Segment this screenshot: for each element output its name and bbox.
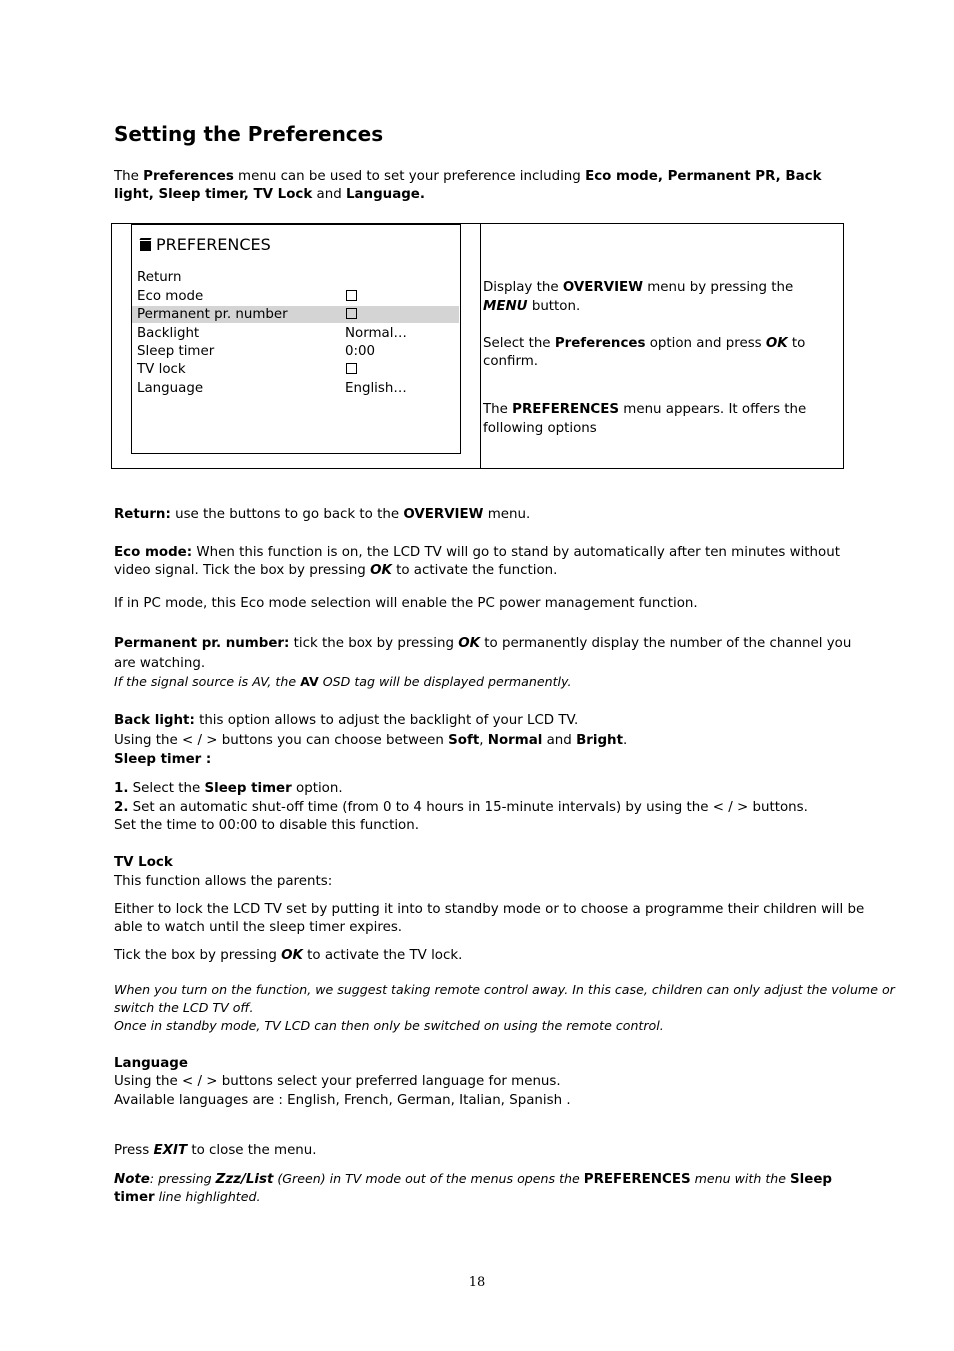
instr-1b: MENU button. <box>483 299 581 314</box>
arrow-buttons-icon: < / > <box>712 800 749 815</box>
backlight-value: Normal… <box>345 326 407 341</box>
lock-line-4: Tick the box by pressing OK to activate the TV lock. <box>114 948 463 963</box>
instr-2a: Select the Preferences option and press OK to <box>483 336 806 351</box>
intro-line-1: The Preferences menu can be used to set your preference including Eco mode, Permanent PR, Back <box>114 169 822 184</box>
instr-3b: following options <box>483 421 597 436</box>
lock-line-2: Either to lock the LCD TV set by putting it into to standby mode or to choose a programme their children will be <box>114 902 865 917</box>
back-para-1: Back light: this option allows to adjust the backlight of your LCD TV. <box>114 713 579 728</box>
permanent-pr-checkbox[interactable] <box>346 308 357 319</box>
sleep-timer-value: 0:00 <box>345 344 376 359</box>
lock-note-1: When you turn on the function, we suggest taking remote control away. In this case, children can only adjust the volume or <box>114 982 895 997</box>
eco-pc-para: If in PC mode, this Eco mode selection will enable the PC power management function. <box>114 596 698 611</box>
menu-item-tv-lock[interactable]: TV lock <box>137 362 186 377</box>
menu-item-return[interactable]: Return <box>137 270 182 285</box>
sleep-disable: Set the time to 00:00 to disable this function. <box>114 818 419 833</box>
menu-item-backlight[interactable]: Backlight <box>137 326 200 341</box>
menu-item-permanent-pr[interactable]: Permanent pr. number <box>137 307 288 322</box>
return-para: Return: use the buttons to go back to the OVERVIEW menu. <box>114 507 531 522</box>
sleep-step-2: 2. Set an automatic shut-off time (from 0 to 4 hours in 15-minute intervals) by using the < / > buttons. <box>114 800 808 815</box>
clapper-icon <box>140 241 151 251</box>
eco-mode-checkbox[interactable] <box>346 290 357 301</box>
instr-3a: The PREFERENCES menu appears. It offers the <box>483 402 807 417</box>
language-heading: Language <box>114 1056 188 1071</box>
sleep-heading: Sleep timer : <box>114 752 212 767</box>
menu-title: PREFERENCES <box>140 235 271 254</box>
lang-line-2: Available languages are : English, French, German, Italian, Spanish . <box>114 1093 571 1108</box>
sleep-step-1: 1. Select the Sleep timer option. <box>114 781 343 796</box>
lock-line-3: able to watch until the sleep timer expires. <box>114 920 403 935</box>
lock-note-2: switch the LCD TV off. <box>114 1000 254 1015</box>
lang-line-1: Using the < / > buttons select your preferred language for menus. <box>114 1074 561 1089</box>
page-title: Setting the Preferences <box>114 122 384 146</box>
menu-item-eco-mode[interactable]: Eco mode <box>137 289 204 304</box>
tv-lock-checkbox[interactable] <box>346 363 357 374</box>
perm-note: If the signal source is AV, the AV OSD tag will be displayed permanently. <box>114 674 572 689</box>
eco-para-2: video signal. Tick the box by pressing OK to activate the function. <box>114 563 558 578</box>
note-line-2: timer line highlighted. <box>114 1189 261 1205</box>
note-line-1: Note: pressing Zzz/List (Green) in TV mode out of the menus opens the PREFERENCES menu with the Sleep <box>114 1171 833 1187</box>
menu-item-sleep-timer[interactable]: Sleep timer <box>137 344 215 359</box>
lock-note-3: Once in standby mode, TV LCD can then only be switched on using the remote control. <box>114 1018 664 1033</box>
tv-lock-heading: TV Lock <box>114 855 173 870</box>
eco-para-1: Eco mode: When this function is on, the LCD TV will go to stand by automatically after ten minutes without <box>114 545 840 560</box>
perm-para-2: are watching. <box>114 656 206 671</box>
instr-2b: confirm. <box>483 354 539 369</box>
figure-divider <box>480 223 481 468</box>
instr-1a: Display the OVERVIEW menu by pressing the <box>483 280 794 295</box>
language-value: English… <box>345 381 407 396</box>
intro-line-2: light, Sleep timer, TV Lock and Language. <box>114 187 425 202</box>
back-para-2: Using the < / > buttons you can choose between Soft, Normal and Bright. <box>114 733 628 748</box>
perm-para-1: Permanent pr. number: tick the box by pressing OK to permanently display the number of the channel you <box>114 636 852 651</box>
page-number: 18 <box>468 1275 486 1290</box>
menu-item-language[interactable]: Language <box>137 381 204 396</box>
exit-line: Press EXIT to close the menu. <box>114 1143 317 1158</box>
arrow-buttons-icon: < / > <box>181 1074 218 1089</box>
arrow-buttons-icon: < / > <box>181 733 218 748</box>
lock-line-1: This function allows the parents: <box>114 874 333 889</box>
